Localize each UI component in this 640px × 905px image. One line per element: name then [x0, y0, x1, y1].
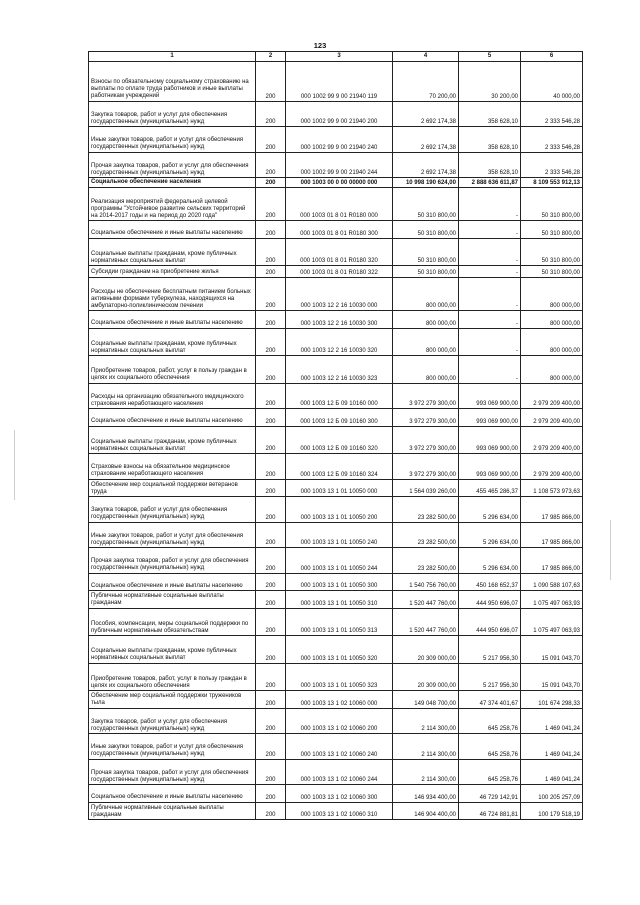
row-rz-cell: 200 — [256, 356, 286, 384]
row-name-cell: Публичные нормативные социальные выплаты гражданам — [89, 802, 256, 820]
table-row — [89, 785, 583, 803]
table-row — [89, 356, 583, 384]
row-approved-cell: 10 998 190 624,00 — [393, 178, 459, 188]
row-code-cell: 000 1002 99 9 00 21940 240 — [286, 127, 393, 153]
row-name-cell: Публичные нормативные социальные выплаты гражданам — [89, 591, 256, 609]
row-remaining-cell: 2 333 546,28 — [521, 152, 583, 178]
header-col-3: 3 — [286, 52, 393, 62]
row-code-cell: 000 1003 01 8 01 R0180 300 — [286, 221, 393, 239]
row-rz-cell: 200 — [256, 187, 286, 221]
row-executed-cell: 46 729 142,91 — [459, 785, 521, 803]
row-remaining-cell: 800 000,00 — [521, 328, 583, 356]
header-col-1: 1 — [89, 52, 256, 62]
row-name-cell: Социальное обеспечение и иные выплаты населению — [89, 221, 256, 239]
table-row — [89, 573, 583, 591]
row-executed-cell: 5 296 634,00 — [459, 548, 521, 574]
row-remaining-cell: 2 333 546,28 — [521, 127, 583, 153]
row-executed-cell: - — [459, 328, 521, 356]
row-code-cell: 000 1003 12 Б 09 10160 320 — [286, 426, 393, 454]
row-rz-cell: 200 — [256, 409, 286, 427]
row-code-cell: 000 1003 12 2 16 10030 320 — [286, 328, 393, 356]
row-executed-cell: 5 296 634,00 — [459, 522, 521, 548]
row-rz-cell: 200 — [256, 152, 286, 178]
row-remaining-cell: 2 979 209 400,00 — [521, 409, 583, 427]
row-name-cell: Прочая закупка товаров, работ и услуг для обеспечения государственных (муниципальных) нужд — [89, 759, 256, 785]
row-code-cell: 000 1002 99 9 00 21940 200 — [286, 101, 393, 127]
row-remaining-cell: 800 000,00 — [521, 311, 583, 329]
row-code-cell: 000 1003 13 1 02 10060 240 — [286, 734, 393, 760]
page-number: 123 — [313, 41, 327, 50]
row-name-cell: Иные закупки товаров, работ и услуг для обеспечения государственных (муниципальных) нужд — [89, 522, 256, 548]
row-executed-cell: 993 069 900,00 — [459, 454, 521, 480]
row-approved-cell: 23 282 500,00 — [393, 497, 459, 523]
table-row — [89, 691, 583, 709]
row-code-cell: 000 1003 13 1 01 10050 310 — [286, 591, 393, 609]
row-remaining-cell: 50 310 800,00 — [521, 238, 583, 266]
row-name-cell: Социальные выплаты гражданам, кроме публичных нормативных социальных выплат — [89, 426, 256, 454]
row-approved-cell: 1 520 447 760,00 — [393, 591, 459, 609]
row-approved-cell: 146 904 400,00 — [393, 802, 459, 820]
row-executed-cell: 444 950 696,07 — [459, 608, 521, 636]
row-name-cell: Социальное обеспечение и иные выплаты населению — [89, 785, 256, 803]
row-rz-cell: 200 — [256, 101, 286, 127]
row-approved-cell: 20 309 000,00 — [393, 636, 459, 664]
row-approved-cell: 2 692 174,38 — [393, 127, 459, 153]
row-approved-cell: 146 934 400,00 — [393, 785, 459, 803]
row-approved-cell: 3 972 279 300,00 — [393, 409, 459, 427]
row-approved-cell: 50 310 800,00 — [393, 266, 459, 278]
table-row — [89, 802, 583, 820]
row-executed-cell: 2 888 636 611,87 — [459, 178, 521, 188]
row-code-cell: 000 1002 99 9 00 21940 244 — [286, 152, 393, 178]
table-row — [89, 591, 583, 609]
row-rz-cell: 200 — [256, 266, 286, 278]
header-col-5: 5 — [459, 52, 521, 62]
row-executed-cell: 993 069 900,00 — [459, 426, 521, 454]
table-row — [89, 101, 583, 127]
table-row — [89, 266, 583, 278]
row-executed-cell: 645 258,76 — [459, 734, 521, 760]
row-rz-cell: 200 — [256, 311, 286, 329]
row-approved-cell: 800 000,00 — [393, 356, 459, 384]
row-name-cell: Приобретение товаров, работ, услуг в пользу граждан в целях их социального обеспечения — [89, 663, 256, 691]
row-code-cell: 000 1003 13 1 02 10060 310 — [286, 802, 393, 820]
row-rz-cell: 200 — [256, 221, 286, 239]
row-approved-cell: 1 520 447 760,00 — [393, 608, 459, 636]
row-rz-cell: 200 — [256, 663, 286, 691]
table-row — [89, 383, 583, 409]
row-executed-cell: 5 217 956,30 — [459, 636, 521, 664]
row-approved-cell: 23 282 500,00 — [393, 548, 459, 574]
row-name-cell: Взносы по обязательному социальному страхованию на выплаты по оплате труда работников и иные выплаты работникам учреждений — [89, 62, 256, 102]
row-executed-cell: 645 258,76 — [459, 759, 521, 785]
row-remaining-cell: 1 469 041,24 — [521, 759, 583, 785]
header-col-6: 6 — [521, 52, 583, 62]
row-rz-cell: 200 — [256, 734, 286, 760]
table-row — [89, 238, 583, 266]
row-rz-cell: 200 — [256, 62, 286, 102]
row-approved-cell: 50 310 800,00 — [393, 221, 459, 239]
row-executed-cell: - — [459, 311, 521, 329]
row-remaining-cell: 101 674 298,33 — [521, 691, 583, 709]
table-row — [89, 497, 583, 523]
row-code-cell: 000 1003 13 1 01 10050 313 — [286, 608, 393, 636]
row-code-cell: 000 1003 12 Б 09 10160 324 — [286, 454, 393, 480]
row-code-cell: 000 1003 13 1 02 10060 300 — [286, 785, 393, 803]
table-row — [89, 277, 583, 311]
row-approved-cell: 20 309 000,00 — [393, 663, 459, 691]
row-remaining-cell: 50 310 800,00 — [521, 187, 583, 221]
row-name-cell: Обеспечение мер социальной поддержки ветеранов труда — [89, 479, 256, 497]
row-remaining-cell: 50 310 800,00 — [521, 266, 583, 278]
row-approved-cell: 2 692 174,38 — [393, 152, 459, 178]
row-approved-cell: 50 310 800,00 — [393, 238, 459, 266]
row-rz-cell: 200 — [256, 785, 286, 803]
row-approved-cell: 2 114 300,00 — [393, 734, 459, 760]
column-number-row — [89, 52, 583, 62]
row-name-cell: Иные закупки товаров, работ и услуг для обеспечения государственных (муниципальных) нужд — [89, 734, 256, 760]
table-row — [89, 409, 583, 427]
row-remaining-cell: 1 075 497 063,93 — [521, 608, 583, 636]
row-executed-cell: - — [459, 221, 521, 239]
row-approved-cell: 2 692 174,38 — [393, 101, 459, 127]
row-remaining-cell: 800 000,00 — [521, 277, 583, 311]
table-row — [89, 479, 583, 497]
row-code-cell: 000 1003 01 8 01 R0180 320 — [286, 238, 393, 266]
row-rz-cell: 200 — [256, 548, 286, 574]
budget-execution-table — [88, 51, 583, 820]
table-row — [89, 221, 583, 239]
row-name-cell: Социальные выплаты гражданам, кроме публичных нормативных социальных выплат — [89, 328, 256, 356]
header-col-4: 4 — [393, 52, 459, 62]
row-executed-cell: 450 168 652,37 — [459, 573, 521, 591]
row-code-cell: 000 1003 12 2 16 10030 323 — [286, 356, 393, 384]
row-remaining-cell: 800 000,00 — [521, 356, 583, 384]
row-remaining-cell: 50 310 800,00 — [521, 221, 583, 239]
row-executed-cell: 358 628,10 — [459, 101, 521, 127]
table-row — [89, 311, 583, 329]
row-rz-cell: 200 — [256, 522, 286, 548]
row-name-cell: Социальные выплаты гражданам, кроме публичных нормативных социальных выплат — [89, 636, 256, 664]
row-executed-cell: - — [459, 277, 521, 311]
row-name-cell: Закупка товаров, работ и услуг для обеспечения государственных (муниципальных) нужд — [89, 497, 256, 523]
row-name-cell: Закупка товаров, работ и услуг для обеспечения государственных (муниципальных) нужд — [89, 708, 256, 734]
row-remaining-cell: 1 469 041,24 — [521, 734, 583, 760]
row-name-cell: Закупка товаров, работ и услуг для обеспечения государственных (муниципальных) нужд — [89, 101, 256, 127]
row-executed-cell: 358 628,10 — [459, 152, 521, 178]
row-remaining-cell: 100 205 257,09 — [521, 785, 583, 803]
row-name-cell: Субсидии гражданам на приобретение жилья — [89, 266, 256, 278]
row-remaining-cell: 2 333 546,28 — [521, 101, 583, 127]
row-executed-cell: - — [459, 187, 521, 221]
row-code-cell: 000 1003 00 0 00 00000 000 — [286, 178, 393, 188]
row-remaining-cell: 1 469 041,24 — [521, 708, 583, 734]
table-body — [89, 62, 583, 820]
row-approved-cell: 50 310 800,00 — [393, 187, 459, 221]
row-rz-cell: 200 — [256, 277, 286, 311]
header-col-2: 2 — [256, 52, 286, 62]
row-approved-cell: 70 200,00 — [393, 62, 459, 102]
row-executed-cell: 47 374 401,67 — [459, 691, 521, 709]
table-row — [89, 636, 583, 664]
table-row — [89, 759, 583, 785]
row-name-cell: Страховые взносы на обязательное медицинское страхование неработающего населения — [89, 454, 256, 480]
row-code-cell: 000 1003 13 1 01 10050 300 — [286, 573, 393, 591]
row-name-cell: Прочая закупка товаров, работ и услуг для обеспечения государственных (муниципальных) нужд — [89, 548, 256, 574]
row-name-cell: Социальное обеспечение и иные выплаты населению — [89, 409, 256, 427]
row-code-cell: 000 1003 12 Б 09 10160 000 — [286, 383, 393, 409]
table-row — [89, 663, 583, 691]
table-row — [89, 328, 583, 356]
table-row — [89, 608, 583, 636]
row-rz-cell: 200 — [256, 238, 286, 266]
row-executed-cell: - — [459, 266, 521, 278]
row-executed-cell: - — [459, 238, 521, 266]
row-code-cell: 000 1003 13 1 01 10050 240 — [286, 522, 393, 548]
row-code-cell: 000 1003 12 2 16 10030 000 — [286, 277, 393, 311]
table-row — [89, 62, 583, 102]
row-rz-cell: 200 — [256, 759, 286, 785]
row-remaining-cell: 40 000,00 — [521, 62, 583, 102]
row-rz-cell: 200 — [256, 454, 286, 480]
table-row — [89, 426, 583, 454]
row-rz-cell: 200 — [256, 479, 286, 497]
row-approved-cell: 800 000,00 — [393, 277, 459, 311]
row-rz-cell: 200 — [256, 691, 286, 709]
row-approved-cell: 3 972 279 300,00 — [393, 454, 459, 480]
row-code-cell: 000 1003 01 8 01 R0180 322 — [286, 266, 393, 278]
row-approved-cell: 1 540 756 760,00 — [393, 573, 459, 591]
row-rz-cell: 200 — [256, 608, 286, 636]
row-remaining-cell: 15 091 043,70 — [521, 636, 583, 664]
row-name-cell: Приобретение товаров, работ, услуг в пользу граждан в целях их социального обеспечения — [89, 356, 256, 384]
row-code-cell: 000 1003 13 1 02 10060 244 — [286, 759, 393, 785]
row-code-cell: 000 1003 13 1 01 10050 200 — [286, 497, 393, 523]
row-approved-cell: 2 114 300,00 — [393, 708, 459, 734]
row-remaining-cell: 2 979 209 400,00 — [521, 383, 583, 409]
row-executed-cell: 5 217 956,30 — [459, 663, 521, 691]
table-row — [89, 522, 583, 548]
row-executed-cell: 30 200,00 — [459, 62, 521, 102]
row-name-cell: Расходы не обеспечение бесплатным питанием больных активными формами туберкулеза, находящихся на амбулаторно-поликлиническом печении — [89, 277, 256, 311]
row-rz-cell: 200 — [256, 591, 286, 609]
table-row — [89, 454, 583, 480]
row-remaining-cell: 2 979 209 400,00 — [521, 454, 583, 480]
row-code-cell: 000 1003 13 1 01 10050 323 — [286, 663, 393, 691]
row-rz-cell: 200 — [256, 127, 286, 153]
row-remaining-cell: 8 109 553 912,13 — [521, 178, 583, 188]
row-rz-cell: 200 — [256, 383, 286, 409]
row-executed-cell: 455 465 286,37 — [459, 479, 521, 497]
row-remaining-cell: 2 979 209 400,00 — [521, 426, 583, 454]
row-approved-cell: 1 564 039 260,00 — [393, 479, 459, 497]
row-approved-cell: 3 972 279 300,00 — [393, 383, 459, 409]
row-code-cell: 000 1003 13 1 02 10060 000 — [286, 691, 393, 709]
row-name-cell: Социальные выплаты гражданам, кроме публичных нормативных социальных выплат — [89, 238, 256, 266]
row-code-cell: 000 1003 13 1 01 10050 320 — [286, 636, 393, 664]
row-executed-cell: 358 628,10 — [459, 127, 521, 153]
row-remaining-cell: 17 985 866,00 — [521, 548, 583, 574]
row-approved-cell: 2 114 300,00 — [393, 759, 459, 785]
row-code-cell: 000 1003 12 2 16 10030 300 — [286, 311, 393, 329]
margin-mark — [610, 520, 611, 580]
row-remaining-cell: 1 090 588 107,63 — [521, 573, 583, 591]
row-code-cell: 000 1003 12 Б 09 10160 300 — [286, 409, 393, 427]
row-name-cell: Прочая закупка товаров, работ и услуг для обеспечения государственных (муниципальных) нужд — [89, 152, 256, 178]
row-remaining-cell: 17 985 866,00 — [521, 497, 583, 523]
row-executed-cell: 5 296 634,00 — [459, 497, 521, 523]
row-approved-cell: 3 972 279 300,00 — [393, 426, 459, 454]
row-approved-cell: 23 282 500,00 — [393, 522, 459, 548]
table-row — [89, 127, 583, 153]
row-name-cell: Обеспечение мер социальной поддержки тружеников тыла — [89, 691, 256, 709]
row-remaining-cell: 1 075 497 063,93 — [521, 591, 583, 609]
row-executed-cell: 645 258,76 — [459, 708, 521, 734]
table-row — [89, 152, 583, 178]
row-rz-cell: 200 — [256, 426, 286, 454]
row-remaining-cell: 1 108 573 973,63 — [521, 479, 583, 497]
table-row — [89, 187, 583, 221]
budget-table-sheet — [88, 51, 582, 820]
row-approved-cell: 149 048 700,00 — [393, 691, 459, 709]
table-row — [89, 178, 583, 188]
table-row — [89, 708, 583, 734]
row-code-cell: 000 1003 13 1 01 10050 244 — [286, 548, 393, 574]
row-code-cell: 000 1003 13 1 02 10060 200 — [286, 708, 393, 734]
row-rz-cell: 200 — [256, 636, 286, 664]
row-rz-cell: 200 — [256, 178, 286, 188]
table-row — [89, 734, 583, 760]
row-rz-cell: 200 — [256, 708, 286, 734]
row-name-cell: Реализация мероприятий федеральной целевой программы "Устойчивое развитие сельских территорий на 2014-2017 годы и на период до 2020 года" — [89, 187, 256, 221]
row-code-cell: 000 1003 13 1 01 10050 000 — [286, 479, 393, 497]
row-approved-cell: 800 000,00 — [393, 311, 459, 329]
row-name-cell: Социальное обеспечение и иные выплаты населению — [89, 311, 256, 329]
row-name-cell: Расходы на организацию обязательного медицинского страхования неработающего населения — [89, 383, 256, 409]
row-code-cell: 000 1002 99 9 00 21940 119 — [286, 62, 393, 102]
row-rz-cell: 200 — [256, 328, 286, 356]
row-executed-cell: 46 724 881,81 — [459, 802, 521, 820]
row-name-cell: Социальное обеспечение и иные выплаты населению — [89, 573, 256, 591]
row-name-cell: Иные закупки товаров, работ и услуг для обеспечения государственных (муниципальных) нужд — [89, 127, 256, 153]
row-remaining-cell: 100 179 518,19 — [521, 802, 583, 820]
row-name-cell: Социальное обеспечение населения — [89, 178, 256, 188]
row-executed-cell: 993 069 900,00 — [459, 383, 521, 409]
row-rz-cell: 200 — [256, 573, 286, 591]
row-executed-cell: 993 069 900,00 — [459, 409, 521, 427]
row-remaining-cell: 15 091 043,70 — [521, 663, 583, 691]
row-rz-cell: 200 — [256, 802, 286, 820]
table-row — [89, 548, 583, 574]
row-executed-cell: - — [459, 356, 521, 384]
row-remaining-cell: 17 985 866,00 — [521, 522, 583, 548]
row-executed-cell: 444 950 696,07 — [459, 591, 521, 609]
row-approved-cell: 800 000,00 — [393, 328, 459, 356]
row-rz-cell: 200 — [256, 497, 286, 523]
row-code-cell: 000 1003 01 8 01 R0180 000 — [286, 187, 393, 221]
row-name-cell: Пособия, компенсации, меры социальной поддержки по публичным нормативным обязательствам — [89, 608, 256, 636]
margin-mark — [14, 430, 15, 500]
